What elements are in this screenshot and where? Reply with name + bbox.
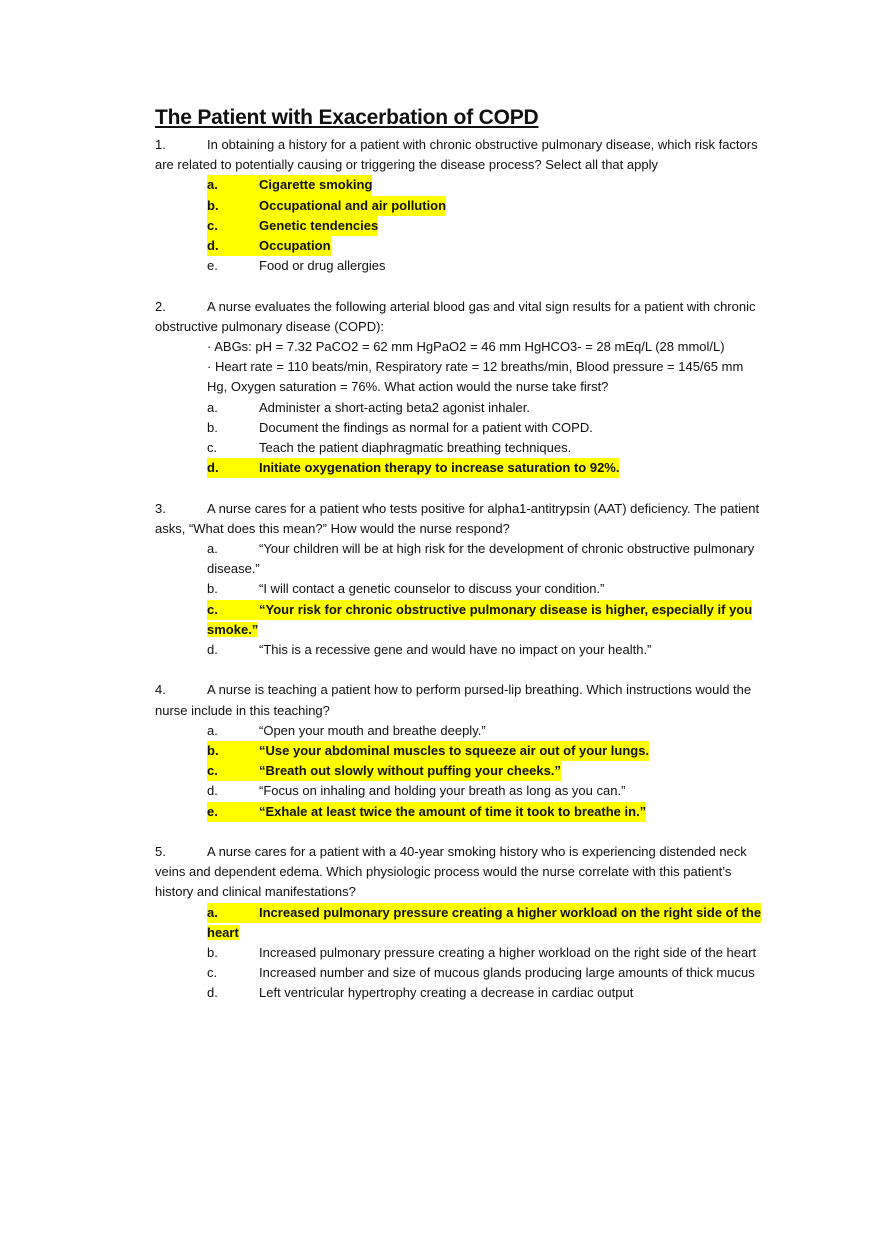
option-letter: e. (207, 258, 218, 274)
answer-option (155, 640, 775, 660)
option-text: Occupational and air pollution (259, 197, 447, 213)
option-text: “I will contact a genetic counselor to discuss your condition.” (259, 581, 605, 597)
question-stem (155, 499, 775, 519)
option-letter: b. (207, 581, 218, 597)
question-2 (155, 297, 775, 479)
option-letter: b. (207, 743, 219, 759)
answer-option (155, 781, 775, 801)
option-text: Occupation (259, 238, 331, 254)
option-letter: d. (207, 783, 218, 799)
answer-option (155, 963, 775, 983)
answer-option-correct (155, 741, 775, 761)
question-stem (155, 842, 775, 862)
answer-option (155, 579, 775, 599)
option-letter: e. (207, 803, 218, 819)
answer-option (155, 721, 775, 741)
question-number: 4. (155, 682, 166, 698)
answer-option-correct (155, 196, 775, 216)
answer-option (155, 256, 775, 276)
option-letter: b. (207, 197, 219, 213)
question-stem-continued: asks, “What does this mean?” How would the nurse respond? (155, 520, 510, 536)
option-text: Initiate oxygenation therapy to increase saturation to 92%. (259, 460, 620, 476)
option-text: Genetic tendencies (259, 217, 379, 233)
answer-option-correct (155, 802, 775, 822)
option-text: “Use your abdominal muscles to squeeze air out of your lungs. (259, 743, 650, 759)
question-stem-text: A nurse cares for a patient who tests positive for alpha1-antitrypsin (AAT) deficiency. The patient (207, 500, 760, 516)
question-stem-continued: are related to potentially causing or triggering the disease process? Select all that apply (155, 157, 658, 173)
option-text: “Your children will be at high risk for the development of chronic obstructive pulmonary (259, 541, 755, 557)
answer-option (155, 983, 775, 1003)
option-letter: b. (207, 419, 218, 435)
answer-option (155, 943, 775, 963)
option-text: Left ventricular hypertrophy creating a decrease in cardiac output (259, 985, 634, 1001)
option-letter: b. (207, 945, 218, 961)
question-stem (155, 135, 775, 155)
option-letter: c. (207, 440, 218, 456)
option-text-continued: smoke.” (207, 621, 259, 637)
question-stem-text: A nurse is teaching a patient how to perform pursed-lip breathing. Which instructions would the (207, 682, 752, 698)
option-text: Increased number and size of mucous glands producing large amounts of thick mucus (259, 965, 755, 981)
option-letter: a. (207, 722, 218, 738)
answer-option (155, 418, 775, 438)
question-4 (155, 680, 775, 821)
answer-option-correct (155, 458, 775, 478)
question-number: 5. (155, 844, 166, 860)
option-text: Teach the patient diaphragmatic breathing techniques. (259, 440, 572, 456)
option-letter: a. (207, 541, 218, 557)
question-stem-continued: nurse include in this teaching? (155, 702, 330, 718)
option-text: “This is a recessive gene and would have no impact on your health.” (259, 642, 652, 658)
question-stem (155, 680, 775, 700)
question-stem-text: In obtaining a history for a patient with chronic obstructive pulmonary disease, which risk factors (207, 137, 758, 152)
option-letter: a. (207, 399, 218, 415)
option-letter: c. (207, 965, 218, 981)
option-text: Administer a short-acting beta2 agonist inhaler. (259, 399, 530, 415)
option-text-continued: disease.” (207, 561, 260, 577)
option-text: “Focus on inhaling and holding your breath as long as you can.” (259, 783, 626, 799)
option-text: Increased pulmonary pressure creating a higher workload on the right side of the heart (259, 945, 757, 961)
option-letter: d. (207, 985, 218, 1001)
vital-signs-line: Hg, Oxygen saturation = 76%. What action would the nurse take first? (207, 379, 609, 395)
question-1 (155, 135, 775, 276)
answer-option-correct (155, 175, 775, 195)
option-text: “Open your mouth and breathe deeply.” (259, 722, 486, 738)
question-stem-continued: veins and dependent edema. Which physiologic process would the nurse correlate with this patient’s (155, 864, 732, 880)
question-number: 3. (155, 500, 166, 516)
question-5 (155, 842, 775, 1004)
answer-option-correct (155, 216, 775, 236)
answer-option-correct (155, 600, 775, 620)
option-text: Increased pulmonary pressure creating a higher workload on the right side of the (259, 904, 762, 920)
question-number: 2. (155, 298, 166, 314)
question-stem (155, 297, 775, 317)
option-letter: a. (207, 904, 218, 920)
option-text-continued-correct (155, 923, 775, 943)
answer-option (155, 539, 775, 559)
option-text: “Breath out slowly without puffing your cheeks.” (259, 763, 561, 779)
option-letter: c. (207, 217, 218, 233)
option-text: “Your risk for chronic obstructive pulmonary disease is higher, especially if you (259, 601, 753, 617)
option-letter: c. (207, 763, 218, 779)
option-letter: d. (207, 642, 218, 658)
answer-option-correct (155, 761, 775, 781)
answer-option-correct (155, 236, 775, 256)
question-number: 1. (155, 137, 166, 152)
answer-option (155, 438, 775, 458)
lab-result-line: · ABGs: pH = 7.32 PaCO2 = 62 mm HgPaO2 = 46 mm HgHCO3- = 28 mEq/L (28 mmol/L) (207, 339, 725, 355)
answer-option-correct (155, 903, 775, 923)
option-letter: d. (207, 460, 219, 476)
question-stem-continued: obstructive pulmonary disease (COPD): (155, 318, 385, 334)
question-3 (155, 499, 775, 661)
vital-signs-line: · Heart rate = 110 beats/min, Respiratory rate = 12 breaths/min, Blood pressure = 145/65 mm (207, 359, 744, 375)
question-stem-continued: history and clinical manifestations? (155, 884, 356, 900)
question-stem-text: A nurse evaluates the following arterial blood gas and vital sign results for a patient with chronic (207, 298, 756, 314)
option-text-continued: heart (207, 924, 239, 940)
page-title: The Patient with Exacerbation of COPD (155, 106, 539, 129)
option-text: Food or drug allergies (259, 258, 386, 274)
option-text: “Exhale at least twice the amount of time it took to breathe in.” (259, 803, 647, 819)
document-page (155, 104, 775, 1004)
option-text-continued-correct (155, 620, 775, 640)
option-letter: d. (207, 238, 219, 254)
option-text: Cigarette smoking (259, 177, 373, 193)
option-letter: c. (207, 601, 218, 617)
question-stem-text: A nurse cares for a patient with a 40-year smoking history who is experiencing distended neck (207, 844, 747, 860)
option-letter: a. (207, 177, 218, 193)
answer-option (155, 398, 775, 418)
option-text: Document the findings as normal for a patient with COPD. (259, 419, 593, 435)
